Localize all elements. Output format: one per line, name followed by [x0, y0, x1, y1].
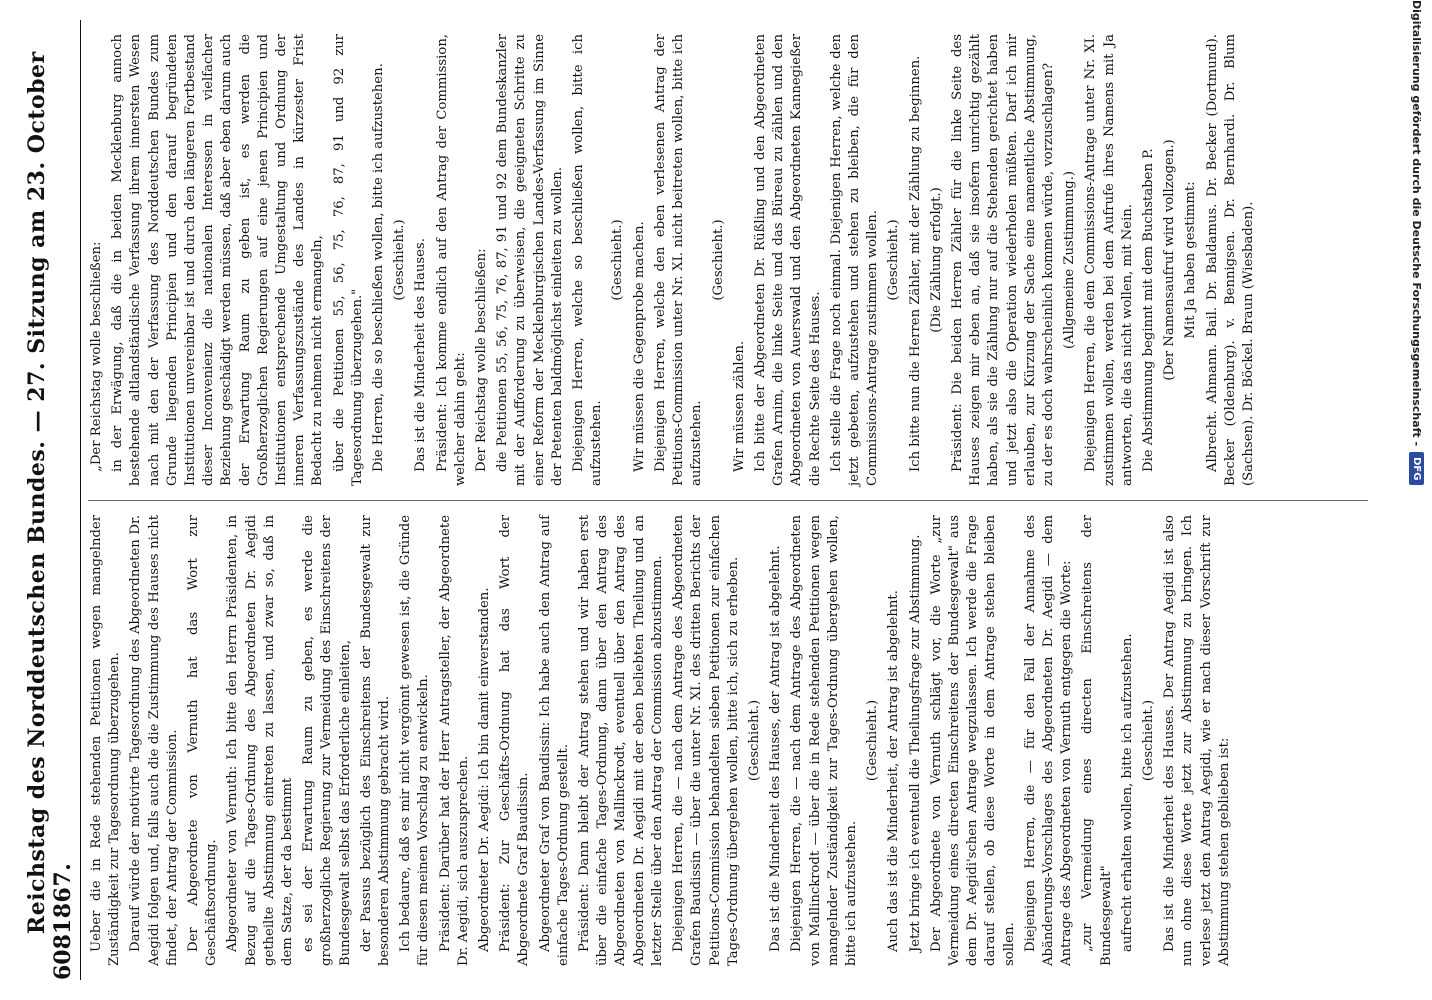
paragraph: Ich bitte nun die Herren Zähler, mit der Zählung zu beginnen. [907, 55, 923, 472]
paragraph: Ich bitte der Abgeordneten Dr. Rüßling und den Abgeordneten Grafen Arnim, die linke Seite und das Büreau zu zählen und den Abgeordneten von Auerswald und den Abgeordneten Kannegießer die Rechte Seite des Hauses. [752, 34, 823, 486]
paragraph: Diejenigen Herren, die — für den Fall der Annahme des Abänderungs-Vorschlages des Abgeordneten Dr. Aegidi — dem Antrage des Abgeordneten von Vernuth entgegen die Worte: [1022, 515, 1075, 966]
paragraph: Präsident: Darüber hat der Herr Antragsteller, der Abgeordnete Dr. Aegidi, sich auszusprechen. [437, 515, 471, 966]
paragraph: Das ist die Minderheit des Hauses. Der Antrag Aegidi ist also nun ohne diese Worte jetzt zur Abstimmung zu bringen. Ich verlese jetzt den Antrag Aegidi, wie er nach dieser Vorschrift zur Abstimmung stehen geblieben ist: [1162, 515, 1232, 966]
paragraph: Wir müssen zählen. [731, 340, 747, 472]
dfg-logo: DFG [1410, 452, 1425, 485]
paragraph: Ueber die in Rede stehenden Petitionen wegen mangelnder Zuständigkeit zur Tagesordnung überzugehen. [89, 515, 123, 966]
paragraph: Die Herren, die so beschließen wollen, bitte ich aufzustehen. [371, 63, 387, 472]
left-column [88, 500, 1368, 980]
paragraph: Abgeordneter von Vernuth: Ich bitte den Herrn Präsidenten, in Bezug auf die Tages-Ordnung des Abgeordneten Dr. Aegidi getheilte Abstimmung eintreten zu lassen, und zwar so, daß in dem Satze, der da bestimmt [225, 515, 296, 966]
paragraph: (Geschieht.) [865, 699, 881, 782]
paragraph: Präsident: Ich komme endlich auf den Antrag der Commission, welcher dahin geht: [434, 34, 468, 486]
paragraph: Der Abgeordnete von Vernuth hat das Wort zur Geschäftsordnung. [186, 515, 220, 966]
paragraph: Auch das ist die Minderheit, der Antrag ist abgelehnt. [886, 590, 902, 952]
paragraph: (Geschieht.) [392, 219, 408, 301]
paragraph: (Geschieht.) [886, 219, 902, 301]
paragraph: (Allgemeine Zustimmung.) [1062, 170, 1078, 350]
running-title: Reichstag des Norddeutschen Bundes. — 27. Sitzung am 23. October 1867. [24, 51, 76, 935]
paragraph: in der Erwägung, daß die in beiden Mecklenburg annoch bestehende altlandständische Verfassung ihrem innersten Wesen nach mit den der Verfassung des Norddeutschen Bundes zum Grunde liegenden Principien und den darauf begründeten Institutionen unvereinbar ist und durch den längeren Fortbestand dieser Inconvenienz die nationalen Interessen in vielfacher Beziehung geschädigt werden müssen, daß aber eben darum auch der Erwartung Raum zu geben ist, es werden die Großherzoglichen Regierungen auf eine jenen Principien und Institutionen entsprechende Umgestaltung und Ordnung der inneren Verfassungszustände des Landes in kürzester Frist Bedacht zu nehmen nicht ermangeln, [110, 34, 326, 486]
credit-text: Digitalisierung gefördert durch die Deutsche Forschungsgemeinschaft - [1410, 0, 1424, 447]
paragraph: Diejenigen Herren, die — nach dem Antrage des Abgeordneten Grafen Baudissin — über die unter Nr. XI. des dritten Berichts der Petitions-Commission behandelten sieben Petitionen zur einfachen Tages-Ordnung übergehen wollen, bitte ich, sich zu erheben. [671, 515, 741, 966]
paragraph: Wir müssen die Gegenprobe machen. [631, 221, 647, 472]
paragraph: Diejenigen Herren, die dem Commissions-Antrage unter Nr. XI. zustimmen wollen, werden bei dem Aufrufe ihres Namens mit Ja antworten, die das nicht wollen, mit Nein. [1083, 34, 1135, 486]
paragraph: Der Reichstag wolle beschließen: [474, 248, 490, 472]
paragraph: Diejenigen Herren, die — nach dem Antrage des Abgeordneten von Mallinckrodt — über die in Rede stehenden Petitionen wegen mangelnder Zuständigkeit zur Tages-Ordnung übergehen wollen, bitte ich aufzustehen. [789, 515, 859, 966]
paragraph: (Der Namensaufruf wird vollzogen.) [1162, 139, 1178, 381]
paragraph: Mit Ja haben gestimmt: [1183, 181, 1199, 339]
paragraph: (Geschieht.) [1140, 699, 1156, 782]
page-header [24, 20, 81, 980]
right-column [88, 20, 1368, 500]
paragraph: Ich bedaure, daß es mir nicht vergönnt gewesen ist, die Gründe für diesen meinen Vorschlag zu entwickeln. [398, 515, 432, 966]
paragraph: (Geschieht.) [746, 699, 762, 782]
paragraph: Diejenigen Herren, welche den eben verlesenen Antrag der Petitions-Commission unter Nr. XI. nicht beitreten wollen, bitte ich aufzustehen. [652, 34, 705, 486]
paragraph: Präsident: Zur Geschäfts-Ordnung hat das Wort der Abgeordnete Graf Baudissin. [498, 515, 532, 966]
paragraph: Das ist die Minderheit des Hauses. [413, 238, 429, 472]
paragraph: Präsident: Die beiden Herren Zähler für die linke Seite des Hauses zeigen mir eben an, daß sie insofern unrichtig gezählt haben, als sie die Zählung nur auf die Stehenden gerichtet haben und jetzt also die Operation wiederholen müßten. Darf ich mir erlauben, zur Kürzung der Sache eine namentliche Abstimmung, zu der es doch wahrscheinlich kommen würde, vorzuschlagen? [949, 34, 1056, 486]
paragraph: Die Abstimmung beginnt mit dem Buchstaben P. [1140, 148, 1156, 472]
paragraph: Darauf würde der motivirte Tagesordnung des Abgeordneten Dr. Aegidi folgen und, falls auch die die Zustimmung des Hauses nicht findet, der Antrag der Commission. [128, 515, 180, 966]
paragraph: es sei der Erwartung Raum zu geben, es werde die großherzogliche Regierung zur Vermeidung des Einschreitens der Bundesgewalt selbst das Erforderliche einleiten, [301, 515, 353, 966]
paragraph: über die Petitionen 55, 56, 75, 76, 87, 91 und 92 zur Tagesordnung überzugehen." [331, 34, 365, 486]
digitization-credit [1402, 0, 1432, 1000]
paragraph: „Der Reichstag wolle beschließen: [89, 241, 104, 472]
paragraph: „zur Vermeidung eines directen Einschreitens der Bundesgewalt" [1080, 515, 1114, 966]
paragraph: die Petitionen 55, 56, 75, 76, 87, 91 und 92 dem Bundeskanzler mit der Aufforderung zu überweisen, die geeigneten Schritte zu einer Reform der Mecklenburgischen Landes-Verfassung im Sinne der Petenten baldmöglichst einleiten zu wollen. [495, 34, 565, 486]
paragraph: Abgeordneter Graf von Baudissin: Ich habe auch den Antrag auf einfache Tages-Ordnung gestellt. [537, 515, 571, 966]
paragraph: Der Abgeordnete von Vernuth schlägt vor, die Worte „zur Vermeidung eines directen Einschreitens der Bundesgewalt" aus dem Dr. Aegidi'schen Antrage wegzulassen. Ich werde die Frage darauf stellen, ob diese Worte in dem Antrage stehen bleiben sollen. [928, 515, 1017, 966]
paragraph: Albrecht. Ahmann. Bail. Dr. Baldamus. Dr. Becker (Dortmund). Becker (Oldenburg). v. Bennigsen. Dr. Bernhardi. Dr. Blum (Sachsen). Dr. Böckel. Braun (Wiesbaden). [1204, 34, 1256, 486]
paragraph: (Die Zählung erfolgt.) [928, 187, 944, 333]
paragraph: Das ist die Minderheit des Hauses, der Antrag ist abgelehnt. [768, 545, 784, 952]
paragraph: Ich stelle die Frage noch einmal. Diejenigen Herren, welche den jetzt gebeten, aufzustehen und stehen zu bleiben, die für den Commissions-Antrage zustimmen wollen. [828, 34, 881, 486]
paragraph: Präsident: Dann bleibt der Antrag stehen und wir haben erst über die einfache Tages-Ordnung, dann über den Antrag des Abgeordneten von Mallinckrodt, eventuell über den Antrag des Abgeordneten Dr. Aegidi mit der eben beliebten Theilung und an letzter Stelle über den Antrag der Commission abzustimmen. [577, 515, 665, 966]
paragraph: Jetzt bringe ich eventuell die Theilungsfrage zur Abstimmung. [907, 534, 923, 952]
page-number: 608 [50, 934, 76, 980]
paragraph: aufrecht erhalten wollen, bitte ich aufzustehen. [1119, 633, 1135, 952]
paragraph: (Geschieht.) [710, 219, 726, 301]
paragraph: (Geschieht.) [610, 219, 626, 301]
paragraph: Diejenigen Herren, welche so beschließen wollen, bitte ich aufzustehen. [571, 34, 605, 486]
paragraph: der Passus bezüglich des Einschreitens der Bundesgewalt zur besonderen Abstimmung gebracht wird. [358, 515, 393, 966]
paragraph: Abgeordneter Dr. Aegidi: Ich bin damit einverstanden. [477, 587, 493, 952]
